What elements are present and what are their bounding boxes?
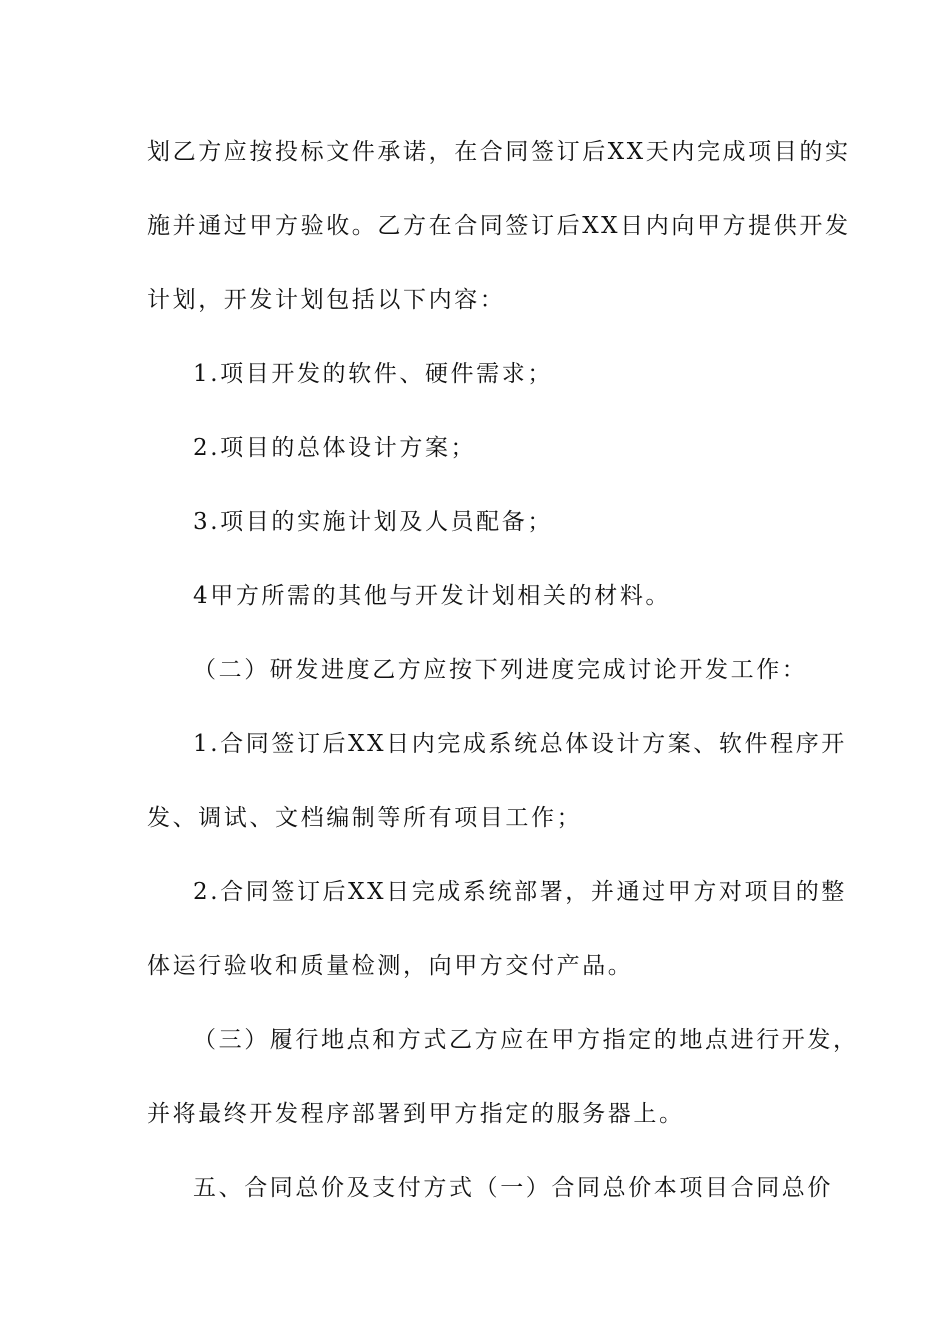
- list-item-3: 3.项目的实施计划及人员配备；: [193, 509, 553, 535]
- list-item-2: 2.项目的总体设计方案；: [193, 435, 477, 461]
- progress-item-1-line-2: 发、调试、文档编制等所有项目工作；: [147, 805, 583, 831]
- progress-item-2-line-1: 2.合同签订后XX日完成系统部署，并通过甲方对项目的整: [193, 879, 847, 905]
- progress-item-2-line-2: 体运行验收和质量检测，向甲方交付产品。: [147, 953, 634, 979]
- progress-item-1-line-1: 1.合同签订后XX日内完成系统总体设计方案、软件程序开: [193, 731, 847, 757]
- paragraph-line-3: 计划，开发计划包括以下内容：: [147, 287, 506, 313]
- paragraph-line-2: 施并通过甲方验收。乙方在合同签订后XX日内向甲方提供开发: [147, 213, 851, 239]
- section-heading-3-line-2: 并将最终开发程序部署到甲方指定的服务器上。: [147, 1101, 685, 1127]
- section-heading-5: 五、合同总价及支付方式（一）合同总价本项目合同总价: [193, 1175, 833, 1201]
- list-item-1: 1.项目开发的软件、硬件需求；: [193, 361, 553, 387]
- section-heading-3-line-1: （三）履行地点和方式乙方应在甲方指定的地点进行开发，: [193, 1027, 859, 1053]
- section-heading-2: （二）研发进度乙方应按下列进度完成讨论开发工作：: [193, 657, 808, 683]
- list-item-4: 4甲方所需的其他与开发计划相关的材料。: [193, 583, 672, 609]
- paragraph-line-1: 划乙方应按投标文件承诺，在合同签订后XX天内完成项目的实: [147, 139, 851, 165]
